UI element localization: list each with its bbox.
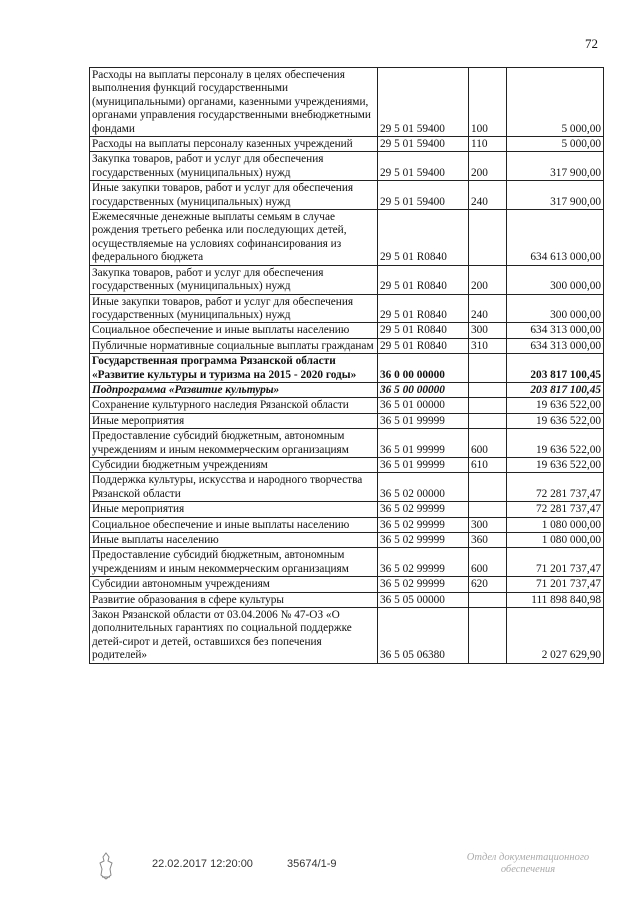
row-name-cell: Иные мероприятия <box>90 502 378 517</box>
row-type-cell <box>469 354 507 383</box>
row-sum-cell: 5 000,00 <box>507 137 604 152</box>
row-name-cell: Ежемесячные денежные выплаты семьям в случае рождения третьего ребенка или последующих детей, осуществляемые на условиях софинансирования из федерального бюджета <box>90 210 378 266</box>
row-code-cell: 29 5 01 59400 <box>378 68 469 137</box>
table-row <box>90 502 604 517</box>
row-type-cell: 620 <box>469 577 507 592</box>
row-sum-cell: 317 900,00 <box>507 181 604 210</box>
table-row <box>90 152 604 181</box>
budget-table <box>89 67 604 664</box>
row-name-cell: Государственная программа Рязанской области «Развитие культуры и туризма на 2015 - 2020 годы» <box>90 354 378 383</box>
row-code-cell: 36 5 02 99999 <box>378 533 469 548</box>
row-type-cell: 310 <box>469 338 507 353</box>
row-code-cell: 36 5 01 99999 <box>378 457 469 472</box>
row-sum-cell: 71 201 737,47 <box>507 548 604 577</box>
row-code-cell: 29 5 01 R0840 <box>378 323 469 338</box>
row-sum-cell: 19 636 522,00 <box>507 413 604 428</box>
row-code-cell: 36 5 00 00000 <box>378 382 469 397</box>
row-sum-cell: 634 313 000,00 <box>507 338 604 353</box>
row-name-cell: Субсидии бюджетным учреждениям <box>90 457 378 472</box>
row-code-cell: 29 5 01 59400 <box>378 181 469 210</box>
row-sum-cell: 300 000,00 <box>507 265 604 294</box>
table-row <box>90 210 604 266</box>
row-type-cell <box>469 398 507 413</box>
table-row <box>90 137 604 152</box>
row-name-cell: Иные закупки товаров, работ и услуг для обеспечения государственных (муниципальных) нужд <box>90 294 378 323</box>
row-name-cell: Социальное обеспечение и иные выплаты населению <box>90 517 378 532</box>
row-name-cell: Предоставление субсидий бюджетным, автономным учреждениям и иным некоммерческим организациям <box>90 429 378 458</box>
row-sum-cell: 19 636 522,00 <box>507 429 604 458</box>
stamp-line-2: обеспечения <box>500 864 556 875</box>
row-sum-cell: 5 000,00 <box>507 68 604 137</box>
coat-of-arms-icon <box>96 851 116 881</box>
row-name-cell: Иные закупки товаров, работ и услуг для обеспечения государственных (муниципальных) нужд <box>90 181 378 210</box>
row-type-cell <box>469 608 507 664</box>
row-sum-cell: 2 027 629,90 <box>507 608 604 664</box>
row-name-cell: Субсидии автономным учреждениям <box>90 577 378 592</box>
row-name-cell: Расходы на выплаты персоналу в целях обеспечения выполнения функций государственными (муниципальными) органами, казенными учреждениями, органами управления государственными внебюджетными фондами <box>90 68 378 137</box>
row-sum-cell: 72 281 737,47 <box>507 473 604 502</box>
row-sum-cell: 317 900,00 <box>507 152 604 181</box>
row-sum-cell: 1 080 000,00 <box>507 533 604 548</box>
row-type-cell: 600 <box>469 548 507 577</box>
row-name-cell: Иные выплаты населению <box>90 533 378 548</box>
row-type-cell <box>469 210 507 266</box>
page-number: 72 <box>585 36 598 51</box>
row-name-cell: Иные мероприятия <box>90 413 378 428</box>
table-row <box>90 413 604 428</box>
row-sum-cell: 634 313 000,00 <box>507 323 604 338</box>
row-sum-cell: 203 817 100,45 <box>507 382 604 397</box>
row-sum-cell: 1 080 000,00 <box>507 517 604 532</box>
row-code-cell: 36 0 00 00000 <box>378 354 469 383</box>
row-sum-cell: 71 201 737,47 <box>507 577 604 592</box>
row-type-cell: 240 <box>469 294 507 323</box>
row-sum-cell: 300 000,00 <box>507 294 604 323</box>
registration-stamp <box>448 852 608 876</box>
footer-doc-number: 35674/1-9 <box>287 858 337 870</box>
row-code-cell: 36 5 01 99999 <box>378 429 469 458</box>
row-code-cell: 29 5 01 59400 <box>378 152 469 181</box>
row-code-cell: 36 5 05 06380 <box>378 608 469 664</box>
table-row <box>90 398 604 413</box>
row-type-cell: 300 <box>469 323 507 338</box>
row-sum-cell: 72 281 737,47 <box>507 502 604 517</box>
table-row <box>90 548 604 577</box>
row-name-cell: Закупка товаров, работ и услуг для обеспечения государственных (муниципальных) нужд <box>90 152 378 181</box>
table-row <box>90 338 604 353</box>
table-row <box>90 473 604 502</box>
row-code-cell: 29 5 01 R0840 <box>378 294 469 323</box>
row-type-cell: 600 <box>469 429 507 458</box>
row-code-cell: 36 5 02 99999 <box>378 517 469 532</box>
row-name-cell: Публичные нормативные социальные выплаты гражданам <box>90 338 378 353</box>
table-row <box>90 533 604 548</box>
row-type-cell: 360 <box>469 533 507 548</box>
table-row <box>90 181 604 210</box>
table-row <box>90 577 604 592</box>
row-sum-cell: 19 636 522,00 <box>507 457 604 472</box>
row-code-cell: 36 5 02 00000 <box>378 473 469 502</box>
table-row <box>90 517 604 532</box>
row-code-cell: 36 5 02 99999 <box>378 502 469 517</box>
stamp-line-1: Отдел документационного <box>466 852 590 863</box>
row-type-cell: 240 <box>469 181 507 210</box>
table-row <box>90 68 604 137</box>
table-body <box>90 68 604 664</box>
table-row <box>90 294 604 323</box>
row-code-cell: 36 5 01 99999 <box>378 413 469 428</box>
table-row <box>90 382 604 397</box>
row-type-cell: 110 <box>469 137 507 152</box>
table-row <box>90 608 604 664</box>
row-type-cell <box>469 592 507 607</box>
row-code-cell: 29 5 01 R0840 <box>378 265 469 294</box>
row-code-cell: 36 5 01 00000 <box>378 398 469 413</box>
footer-date: 22.02.2017 12:20:00 <box>152 858 253 870</box>
row-name-cell: Предоставление субсидий бюджетным, автономным учреждениям и иным некоммерческим организациям <box>90 548 378 577</box>
row-sum-cell: 634 613 000,00 <box>507 210 604 266</box>
row-name-cell: Сохранение культурного наследия Рязанской области <box>90 398 378 413</box>
row-code-cell: 29 5 01 R0840 <box>378 338 469 353</box>
row-code-cell: 36 5 02 99999 <box>378 548 469 577</box>
row-type-cell <box>469 413 507 428</box>
row-type-cell: 610 <box>469 457 507 472</box>
row-name-cell: Поддержка культуры, искусства и народного творчества Рязанской области <box>90 473 378 502</box>
row-name-cell: Расходы на выплаты персоналу казенных учреждений <box>90 137 378 152</box>
row-code-cell: 29 5 01 R0840 <box>378 210 469 266</box>
table-row <box>90 429 604 458</box>
table-row <box>90 323 604 338</box>
row-code-cell: 36 5 05 00000 <box>378 592 469 607</box>
row-sum-cell: 203 817 100,45 <box>507 354 604 383</box>
row-name-cell: Социальное обеспечение и иные выплаты населению <box>90 323 378 338</box>
table-row <box>90 265 604 294</box>
row-name-cell: Развитие образования в сфере культуры <box>90 592 378 607</box>
row-sum-cell: 111 898 840,98 <box>507 592 604 607</box>
row-sum-cell: 19 636 522,00 <box>507 398 604 413</box>
row-name-cell: Закупка товаров, работ и услуг для обеспечения государственных (муниципальных) нужд <box>90 265 378 294</box>
table-row <box>90 354 604 383</box>
table-row <box>90 457 604 472</box>
row-code-cell: 29 5 01 59400 <box>378 137 469 152</box>
row-name-cell: Подпрограмма «Развитие культуры» <box>90 382 378 397</box>
row-code-cell: 36 5 02 99999 <box>378 577 469 592</box>
row-type-cell <box>469 502 507 517</box>
row-name-cell: Закон Рязанской области от 03.04.2006 № 47-ОЗ «О дополнительных гарантиях по социальной поддержке детей-сирот и детей, оставшихся без попечения родителей» <box>90 608 378 664</box>
row-type-cell <box>469 382 507 397</box>
row-type-cell: 200 <box>469 152 507 181</box>
row-type-cell <box>469 473 507 502</box>
table-row <box>90 592 604 607</box>
row-type-cell: 100 <box>469 68 507 137</box>
row-type-cell: 200 <box>469 265 507 294</box>
row-type-cell: 300 <box>469 517 507 532</box>
